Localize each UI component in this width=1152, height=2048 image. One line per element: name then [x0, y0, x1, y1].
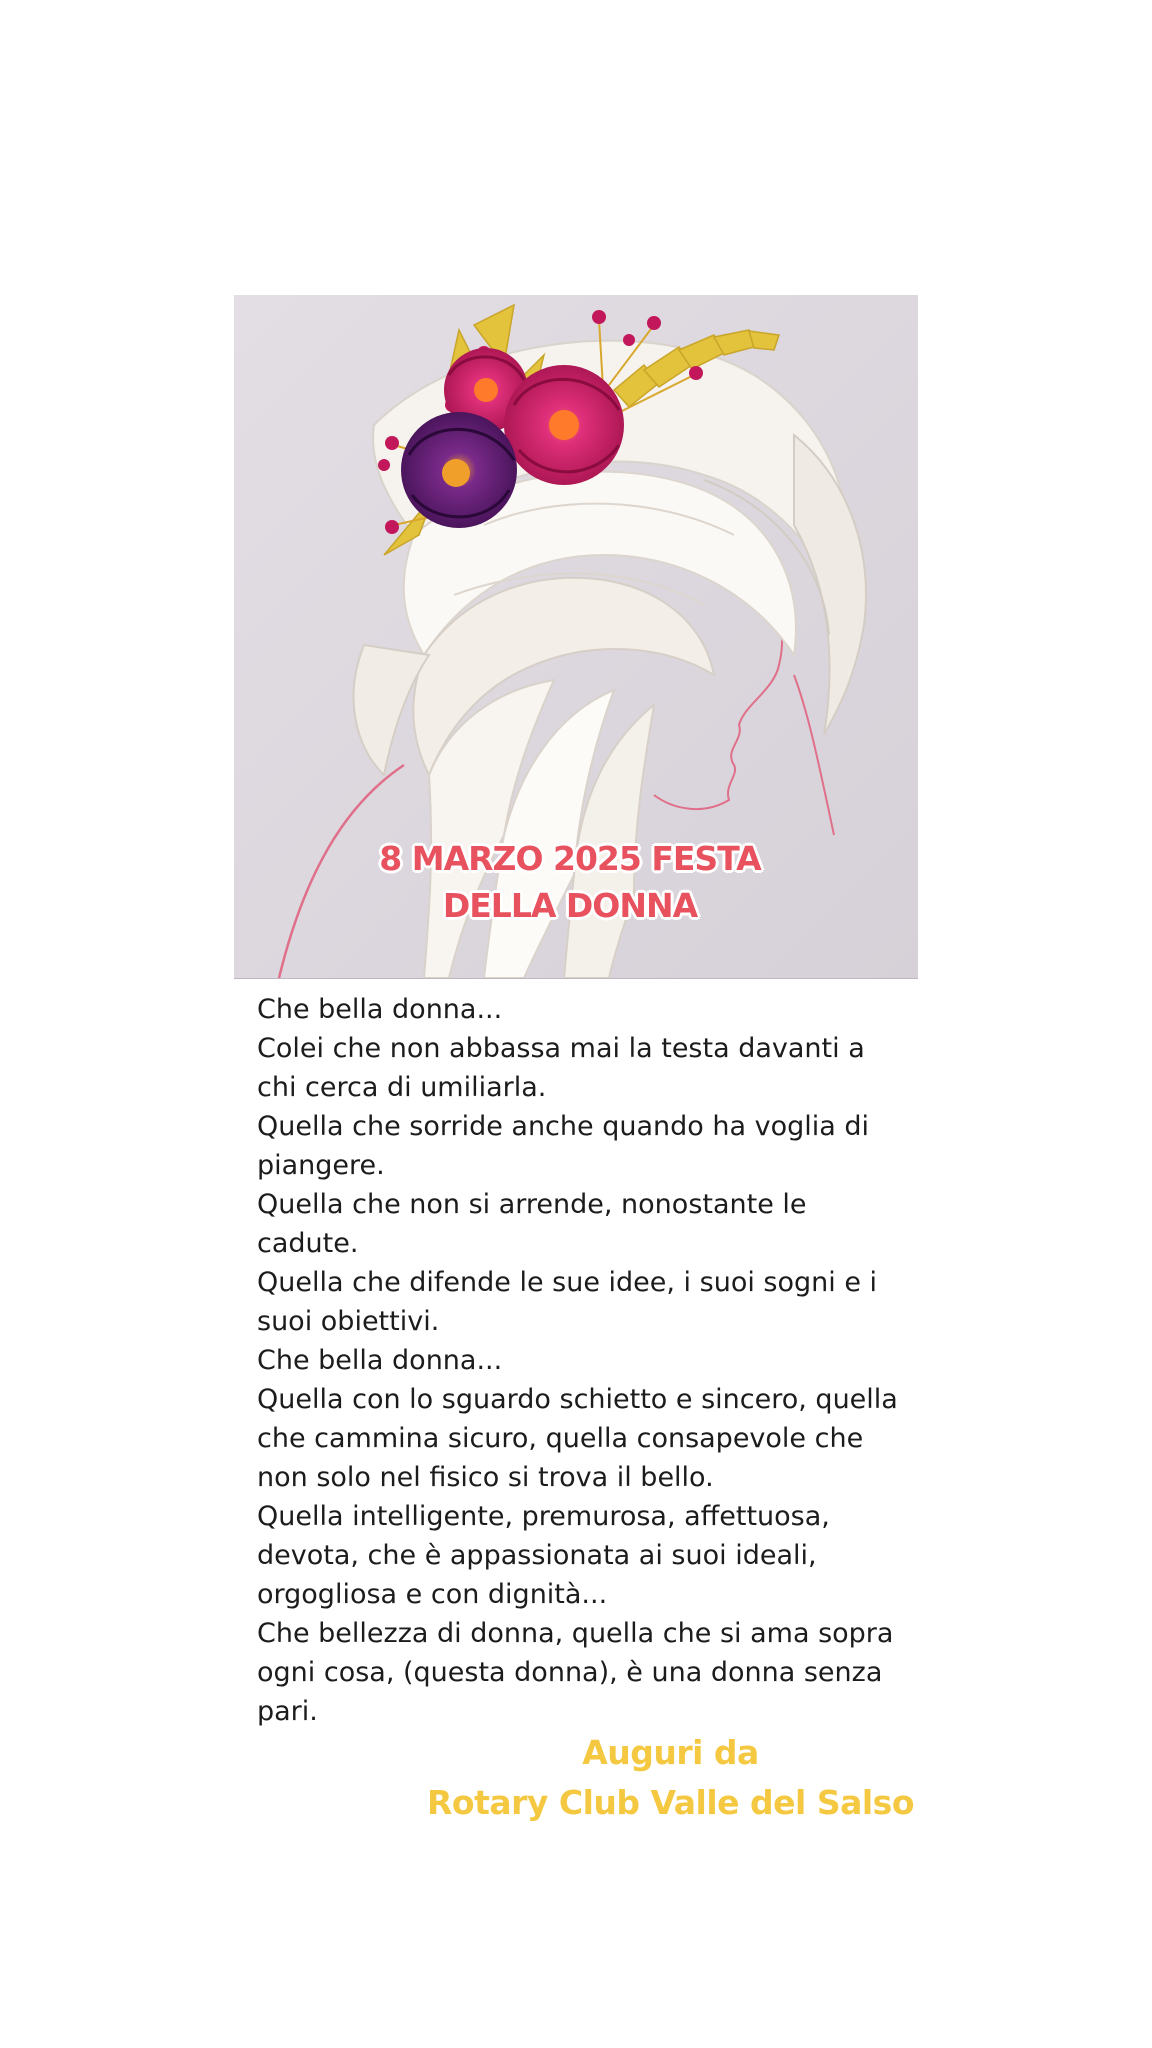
festa-della-donna-image [234, 295, 918, 979]
headline [234, 835, 912, 929]
poem-line: non solo nel fisico si trova il bello. [257, 1462, 714, 1493]
greeting-line-2: Rotary Club Valle del Salso [427, 1783, 914, 1822]
poem-line: Quella intelligente, premurosa, affettuosa, [257, 1501, 830, 1532]
poem-line: Che bella donna... [257, 1345, 503, 1376]
poem-line: orgogliosa e con dignità... [257, 1579, 608, 1610]
poem-line: pari. [257, 1696, 318, 1727]
poem-text [257, 990, 917, 1731]
poem-line: Quella che sorride anche quando ha voglia di [257, 1111, 870, 1142]
poem-line: devota, che è appassionata ai suoi ideali, [257, 1540, 817, 1571]
poem-line: cadute. [257, 1228, 359, 1259]
poem-line: che cammina sicuro, quella consapevole che [257, 1423, 864, 1454]
headline-line-1: 8 MARZO 2025 FESTA [379, 839, 761, 878]
poem-line: Quella con lo sguardo schietto e sincero, quella [257, 1384, 898, 1415]
poem-line: Quella che difende le sue idee, i suoi sogni e i [257, 1267, 878, 1298]
poem-line: suoi obiettivi. [257, 1306, 440, 1337]
magenta-flower-right [504, 365, 624, 485]
greeting [427, 1728, 914, 1828]
poem-line: Che bellezza di donna, quella che si ama sopra [257, 1618, 894, 1649]
greeting-line-1: Auguri da [582, 1733, 759, 1772]
headline-line-2: DELLA DONNA [442, 886, 698, 925]
poem-line: piangere. [257, 1150, 385, 1181]
poem-line: Colei che non abbassa mai la testa davanti a [257, 1033, 865, 1064]
purple-flower [401, 412, 517, 528]
poem-line: Quella che non si arrende, nonostante le [257, 1189, 807, 1220]
poem-line: Che bella donna... [257, 994, 503, 1025]
poem-line: ogni cosa, (questa donna), è una donna senza [257, 1657, 883, 1688]
poem-line: chi cerca di umiliarla. [257, 1072, 547, 1103]
